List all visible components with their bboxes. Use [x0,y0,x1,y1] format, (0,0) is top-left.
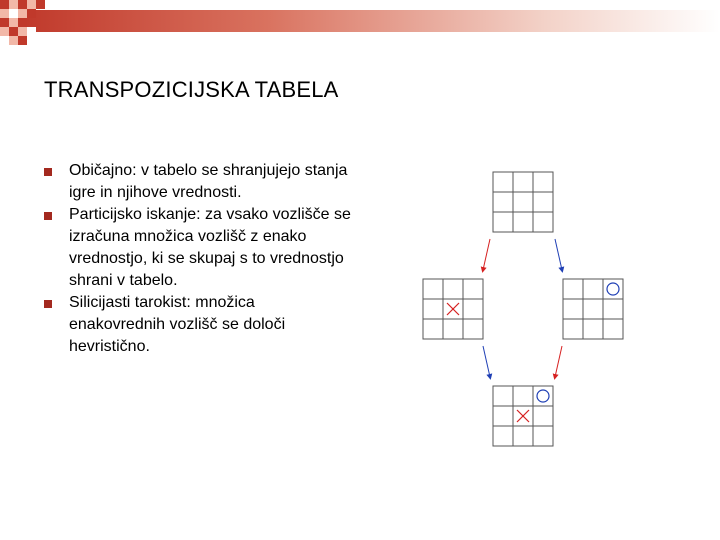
header-square [18,36,27,45]
header-square [9,0,18,9]
arrow-top-to-left [483,239,490,270]
header-square [27,27,36,36]
bullet-item [44,160,354,204]
header-square [27,9,36,18]
o-mark-icon [537,390,549,402]
header-square [27,0,36,9]
header-square [18,0,27,9]
header-square [9,18,18,27]
header-square [0,9,9,18]
header-square [0,18,9,27]
bullet-text: Običajno: v tabelo se shranjujejo stanja igre in njihove vrednosti. [69,162,348,201]
square-bullet-icon [44,300,52,308]
transposition-diagram [415,165,640,455]
header-square [9,36,18,45]
header-gradient-bar [22,10,720,32]
arrow-right-to-bottom [555,346,562,377]
x-mark-icon [517,410,529,422]
bullet-item [44,292,354,358]
arrow-left-to-bottom [483,346,490,377]
bullet-list [44,160,354,358]
board-top [493,172,553,232]
header-square [9,27,18,36]
header-square [0,27,9,36]
header-square [18,18,27,27]
header-square [9,9,18,18]
header-square [36,0,45,9]
bullet-text: Silicijasti tarokist: množica enakovrednih vozlišč se določi hevristično. [69,294,286,355]
bullet-text: Particijsko iskanje: za vsako vozlišče se izračuna množica vozlišč z enako vrednostjo, ki se skupaj s to vrednostjo shrani v tabelo. [69,206,351,289]
bullet-item [44,204,354,292]
arrow-top-to-right [555,239,562,270]
square-bullet-icon [44,212,52,220]
header-decoration [0,0,720,50]
header-square [0,0,9,9]
square-bullet-icon [44,168,52,176]
x-mark-icon [447,303,459,315]
slide-title: TRANSPOZICIJSKA TABELA [44,77,339,102]
header-square [18,9,27,18]
o-mark-icon [607,283,619,295]
header-square [18,27,27,36]
board-right [563,279,623,339]
